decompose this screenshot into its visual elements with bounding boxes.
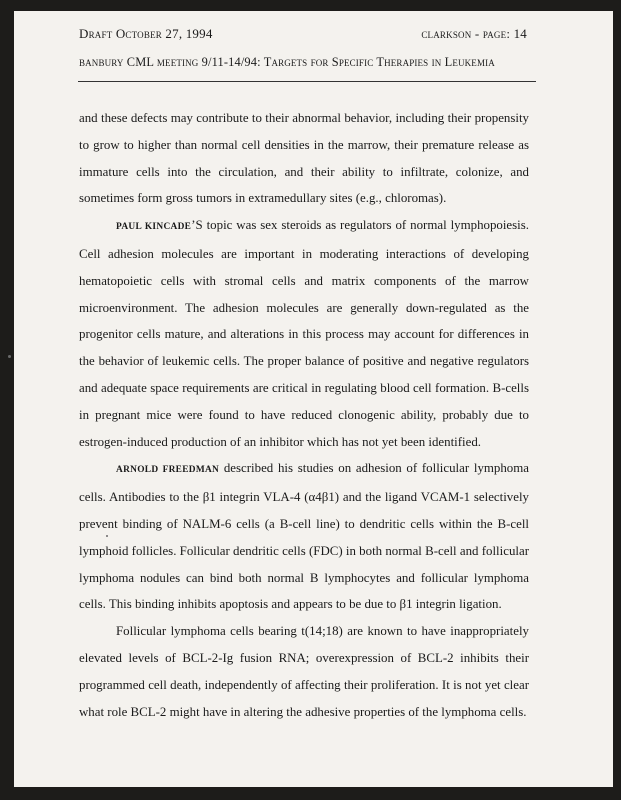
speaker-name-kincade: PAUL KINCADE [116, 222, 192, 233]
paragraph-kincade-text: ’S topic was sex steroids as regulators of normal lymphopoiesis. Cell adhesion molecules are important in moderating interactions of developing hematopoietic cells with stromal cells and matrix components of the marrow microenvironment. The adhesion molecules are generally down-regulated as the progenitor cells mature, and alterations in this process may account for differences in the behavior of leukemic cells. The proper balance of positive and negative regulators and adequate space requirements are critical in regulating blood cell formation. B-cells in pregnant mice were found to have reduced clonogenic ability, probably due to estrogen-induced production of an inhibitor which has not yet been identified. [79, 218, 529, 449]
paragraph-1 [79, 105, 529, 212]
body-text [79, 105, 529, 725]
paragraph-4 [79, 618, 529, 725]
scan-speck [8, 355, 11, 358]
header-divider [78, 81, 536, 82]
paragraph-1-text: and these defects may contribute to their abnormal behavior, including their propensity to grow to higher than normal cell densities in the marrow, their premature release as immature cells into the circulation, and their ability to infiltrate, colonize, and sometimes form gross tumors in extramedullary sites (e.g., chloromas). [79, 111, 529, 206]
document-page [14, 11, 613, 787]
paragraph-kincade [79, 212, 529, 455]
draft-date: Draft October 27, 1994 [79, 26, 213, 41]
meeting-title: banbury CML meeting 9/11-14/94: Targets for Specific Therapies in Leukemia [79, 55, 495, 69]
speaker-name-freedman: ARNOLD FREEDMAN [116, 465, 220, 476]
page-number-label: clarkson - page: 14 [421, 26, 527, 41]
scan-speck [106, 535, 108, 537]
paragraph-freedman [79, 455, 529, 618]
paragraph-4-text: Follicular lymphoma cells bearing t(14;18) are known to have inappropriately elevated levels of BCL-2-Ig fusion RNA; overexpression of BCL-2 inhibits their programmed cell death, independently of affecting their proliferation. It is not yet clear what role BCL-2 might have in altering the adhesive properties of the lymphoma cells. [79, 624, 529, 719]
page-header [79, 26, 527, 42]
paragraph-freedman-text: described his studies on adhesion of follicular lymphoma cells. Antibodies to the β1 integrin VLA-4 (α4β1) and the ligand VCAM-1 selectively prevent binding of NALM-6 cells (a B-cell line) to dendritic cells within the B-cell lymphoid follicles. Follicular dendritic cells (FDC) in both normal B-cell and follicular lymphoma nodules can bind both normal B lymphocytes and follicular lymphoma cells. This binding inhibits apoptosis and appears to be due to β1 integrin ligation. [79, 461, 529, 612]
